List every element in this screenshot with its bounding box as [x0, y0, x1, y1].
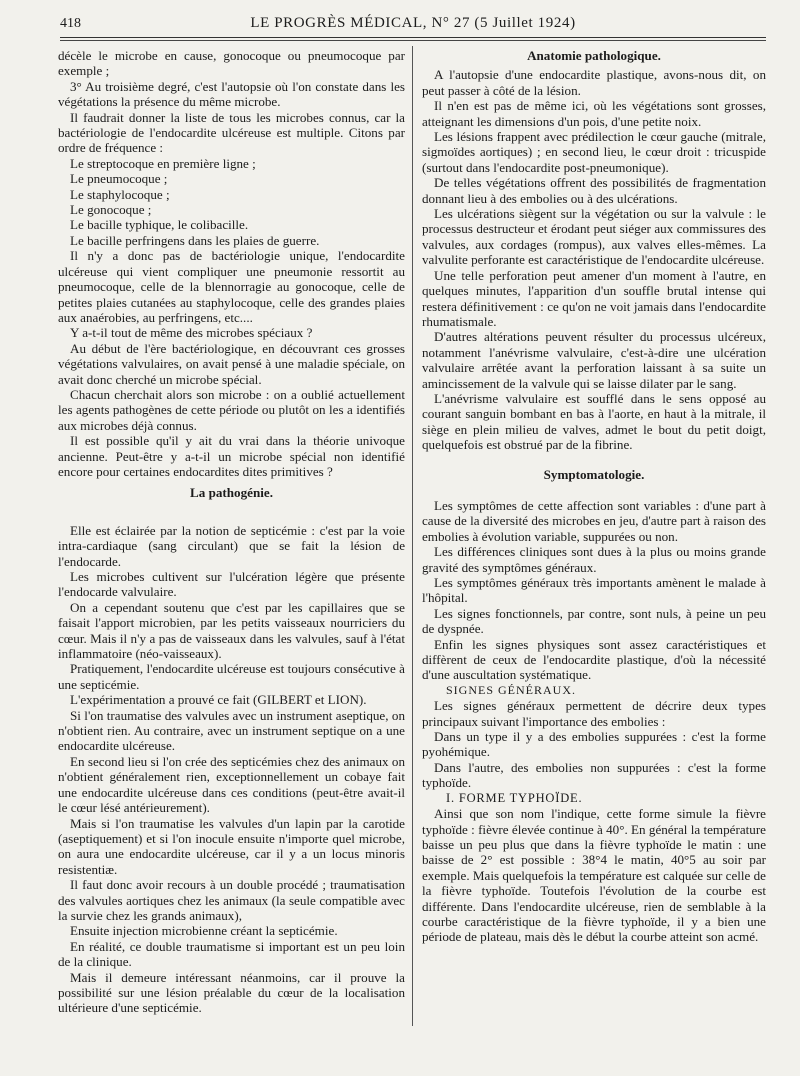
header-rule	[60, 37, 766, 38]
paragraph: L'anévrisme valvulaire est soufflé dans le sens opposé au courant sanguin bombant en bas à l'aorte, en haut à la mitrale, il siège en plein milieu de valves, admet le bout du petit doigt, quelquefois est obstrué par de la fibrine.	[422, 390, 766, 453]
paragraph: Ensuite injection microbienne créant la septicémie.	[70, 923, 338, 939]
left-column	[58, 48, 405, 1016]
header-rule-thin	[60, 40, 766, 41]
section-heading-pathogenie: La pathogénie.	[190, 485, 273, 501]
column-divider	[412, 46, 413, 1026]
page-number: 418	[60, 16, 81, 31]
paragraph: décèle le microbe en cause, gonocoque ou pneumocoque par exemple ;	[58, 48, 405, 79]
paragraph: Dans un type il y a des embolies suppurées : c'est la forme pyohémique.	[422, 729, 766, 760]
paragraph: On a cependant soutenu que c'est par les capillaires que se faisait l'apport microbien, par les petits vaisseaux nourriciers du cœur. Mais il n'y a pas de vaisseaux dans les valvules, sauf à l'état inflammatoire (néo-vaisseaux).	[58, 599, 405, 662]
running-title: LE PROGRÈS MÉDICAL, N° 27 (5 Juillet 1924)	[250, 15, 576, 31]
list-item: Le gonocoque ;	[70, 202, 152, 218]
paragraph: Il faut donc avoir recours à un double procédé ; traumatisation des valvules aortiques chez les animaux (la seule compatible avec la survie chez les grands animaux),	[58, 877, 405, 923]
paragraph: Les ulcérations siègent sur la végétation ou sur la valvule : le processus destructeur et érodant peut siéger aux commissures des valvules, aux cordages (rompus), aux valves elles-mêmes. La valvulite perforante est caractéristique de l'endocardite ulcéreuse.	[422, 206, 766, 268]
paragraph: Il est possible qu'il y ait du vrai dans la théorie univoque ancienne. Peut-être y a-t-il un microbe spécial non identifié encore pour certaines endocardites dites primitives ?	[58, 433, 405, 479]
paragraph: Si l'on traumatise des valvules avec un instrument aseptique, on n'obtient rien. Au contraire, avec un instrument septique on a une endocardite ulcéreuse.	[58, 707, 405, 754]
paragraph: Les lésions frappent avec prédilection le cœur gauche (mitrale, sigmoïdes aortiques) ; en second lieu, le cœur droit : tricuspide (surtout dans l'endocardite post-pneumonique).	[422, 129, 766, 175]
list-item: Le staphylocoque ;	[70, 186, 170, 202]
subheading-signes-generaux: SIGNES GÉNÉRAUX.	[446, 682, 576, 697]
paragraph: En réalité, ce double traumatisme si important est un peu loin de la clinique.	[58, 938, 405, 970]
paragraph: Dans l'autre, des embolies non suppurées : c'est la forme typhoïde.	[422, 759, 766, 791]
paragraph: Il n'en est pas de même ici, où les végétations sont grosses, atteignant les dimensions d'un pois, d'une petite noix.	[422, 98, 766, 129]
subheading-forme-typhoide: I. FORME TYPHOÏDE.	[446, 790, 583, 805]
paragraph: Les signes fonctionnels, par contre, sont nuls, à peine un peu de dyspnée.	[422, 605, 766, 637]
section-heading-anatomie: Anatomie pathologique.	[527, 48, 661, 63]
paragraph: L'expérimentation a prouvé ce fait (GILBERT et LION).	[70, 692, 367, 708]
paragraph: Pratiquement, l'endocardite ulcéreuse est toujours consécutive à une septicémie.	[58, 661, 405, 692]
paragraph: Ainsi que son nom l'indique, cette forme simule la fièvre typhoïde : fièvre élevée continue à 40°. En général la température baisse un peu plus que dans la fièvre typhoïde le matin : une baisse de 2° est possible : 38°4 le matin, 40°5 au soir par exemple. Mais quelquefois la température est calquée sur celle de la fièvre typhoïde. Toutefois l'évolution de la courbe est différente. Dans l'endocardite ulcéreuse, rien de semblable à la courbe caractéristique de la fièvre typhoïde, il y a bien une période de plateau, mais dès le début la courbe atteint son acmé.	[422, 806, 766, 945]
paragraph: Mais il demeure intéressant néanmoins, car il prouve la possibilité sur une lésion préalable du cœur de la localisation ultérieure d'une septicémie.	[58, 969, 405, 1016]
paragraph: De telles végétations offrent des possibilités de fragmentation donnant lieu à des embolies ou à des ulcérations.	[422, 175, 766, 206]
paragraph: Les symptômes de cette affection sont variables : d'une part à cause de la diversité des microbes en jeu, d'autre part à raison des embolies à évolution variable, suppurées ou non.	[422, 497, 766, 544]
paragraph: 3° Au troisième degré, c'est l'autopsie où l'on constate dans les végétations la présence du même microbe.	[58, 78, 405, 110]
list-item: Le pneumocoque ;	[70, 171, 168, 187]
right-column	[422, 48, 766, 945]
paragraph: En second lieu si l'on crée des septicémies chez des animaux on n'obtient généralement rien, exceptionnellement un cobaye fait une endocardite ulcéreuse dans ces conditions (peut-être avait-il le cœur lésé antérieurement).	[58, 753, 405, 816]
paragraph: A l'autopsie d'une endocardite plastique, avons-nous dit, on peut passer à côté de la lésion.	[422, 67, 766, 98]
section-heading-symptomatologie: Symptomatologie.	[543, 466, 645, 482]
paragraph: Mais si l'on traumatise les valvules d'un lapin par la carotide (aseptiquement) et si l'on inocule ensuite n'importe quel microbe, on aura une endocardite ulcéreuse, car il y a un locus minoris resistentiæ.	[58, 815, 405, 877]
paragraph: Les signes généraux permettent de décrire deux types principaux suivant l'importance des embolies :	[422, 698, 766, 729]
paragraph: Les microbes cultivent sur l'ulcération légère que présente l'endocarde valvulaire.	[58, 569, 405, 600]
list-item: Le streptocoque en première ligne ;	[70, 155, 256, 171]
paragraph: Il faudrait donner la liste de tous les microbes connus, car la bactériologie de l'endocardite ulcéreuse est multiple. Citons par ordre de fréquence :	[58, 109, 405, 156]
paragraph: Chacun cherchait alors son microbe : on a oublié actuellement les agents pathogènes de cette période ou plutôt on les a identifiés aux microbes déjà connus.	[58, 386, 405, 433]
list-item: Le bacille perfringens dans les plaies de guerre.	[70, 232, 320, 248]
list-item: Le bacille typhique, le colibacille.	[70, 217, 249, 233]
paragraph: Au début de l'ère bactériologique, en découvrant ces grosses végétations valvulaires, on avait pensé à une maladie spéciale, on avait donc cherché un microbe spécial.	[58, 340, 405, 387]
paragraph: Une telle perforation peut amener d'un moment à l'autre, en quelques minutes, l'apparition d'un souffle brutal intense qui restera définitivement : ce qu'on ne voit jamais dans l'endocardite rhumatismale.	[422, 267, 766, 329]
paragraph: D'autres altérations peuvent résulter du processus ulcéreux, notamment l'anévrisme valvulaire, c'est-à-dire une ulcération valvulaire arrêtée avant la perforation laissant à sa suite un amincissement de la valvule qui se laisse dilater par le sang.	[422, 329, 766, 391]
paragraph: Il n'y a donc pas de bactériologie unique, l'endocardite ulcéreuse qui vient compliquer une pneumonie ressortit au pneumocoque, celle de la blennorragie au gonocoque, celle de petites plaies cutanées au staphylocoque, celle des grandes plaies aux anaérobies, au perfringens, etc....	[58, 248, 405, 325]
paragraph: Elle est éclairée par la notion de septicémie : c'est par la voie intra-cardiaque (sang circulant) que se fait la lésion de l'endocarde.	[58, 522, 405, 569]
paragraph: Enfin les signes physiques sont assez caractéristiques et diffèrent de ceux de l'endocardite plastique, d'où la nécessité d'une auscultation systématique.	[422, 636, 766, 683]
paragraph: Les différences cliniques sont dues à la plus ou moins grande gravité des symptômes généraux.	[422, 544, 766, 575]
paragraph: Y a-t-il tout de même des microbes spéciaux ?	[70, 325, 313, 341]
paragraph: Les symptômes généraux très importants amènent le malade à l'hôpital.	[422, 575, 766, 606]
